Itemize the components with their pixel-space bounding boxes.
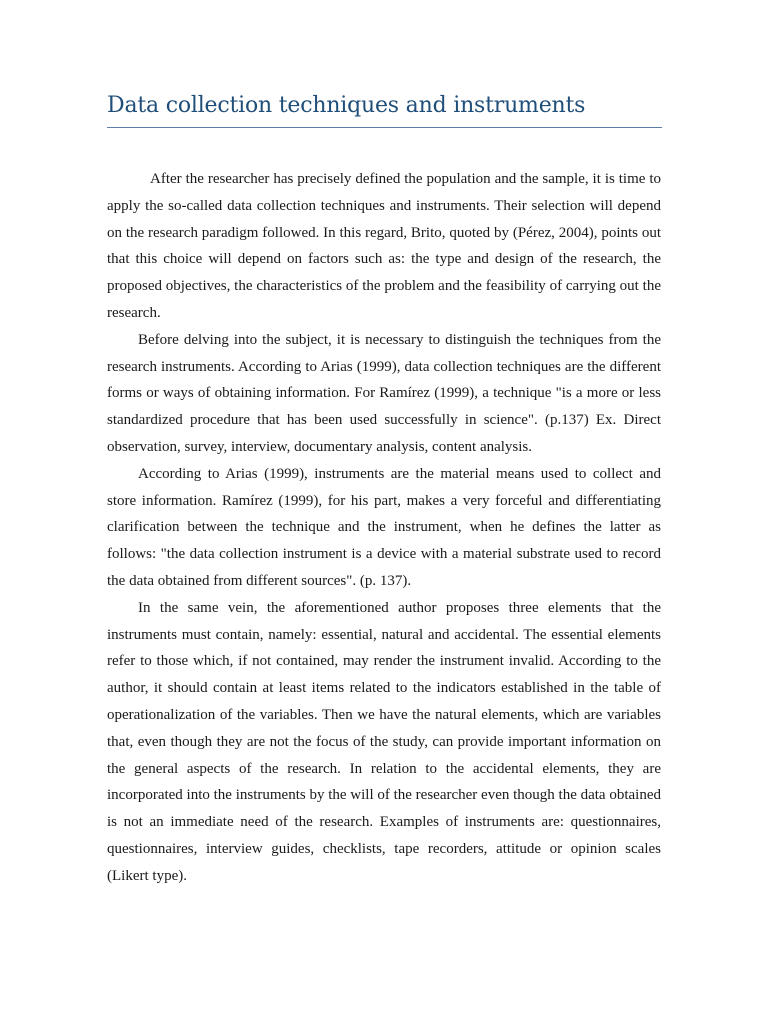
paragraph-instruments: According to Arias (1999), instruments are the material means used to collect and store information. Ramírez (1999), for his part, makes a very forceful and differentiating clarification between the technique and the instrument, when he defines the latter as follows: "the data collection instrument is a device with a material substrate used to record the data obtained from different sources". (p. 137).	[107, 465, 661, 589]
title-underline-divider	[107, 127, 662, 128]
page-title: Data collection techniques and instruments	[107, 93, 586, 118]
paragraph-techniques: Before delving into the subject, it is necessary to distinguish the techniques from the research instruments. According to Arias (1999), data collection techniques are the different forms or ways of obtaining information. For Ramírez (1999), a technique "is a more or less standardized procedure that has been used successfully in science". (p.137) Ex. Direct observation, survey, interview, documentary analysis, content analysis.	[107, 331, 661, 455]
paragraph-instrument-elements: In the same vein, the aforementioned author proposes three elements that the instruments must contain, namely: essential, natural and accidental. The essential elements refer to those which, if not contained, may render the instrument invalid. According to the author, it should contain at least items related to the indicators established in the table of operationalization of the variables. Then we have the natural elements, which are variables that, even though they are not the focus of the study, can provide important information on the general aspects of the research. In relation to the accidental elements, they are incorporated into the instruments by the will of the researcher even though the data obtained is not an immediate need of the research. Examples of instruments are: questionnaires, questionnaires, interview guides, checklists, tape recorders, attitude or opinion scales (Likert type).	[107, 599, 661, 884]
paragraph-introduction: After the researcher has precisely defined the population and the sample, it is time to apply the so-called data collection techniques and instruments. Their selection will depend on the research paradigm followed. In this regard, Brito, quoted by (Pérez, 2004), points out that this choice will depend on factors such as: the type and design of the research, the proposed objectives, the characteristics of the problem and the feasibility of carrying out the research.	[107, 171, 661, 321]
document-body	[107, 166, 661, 890]
